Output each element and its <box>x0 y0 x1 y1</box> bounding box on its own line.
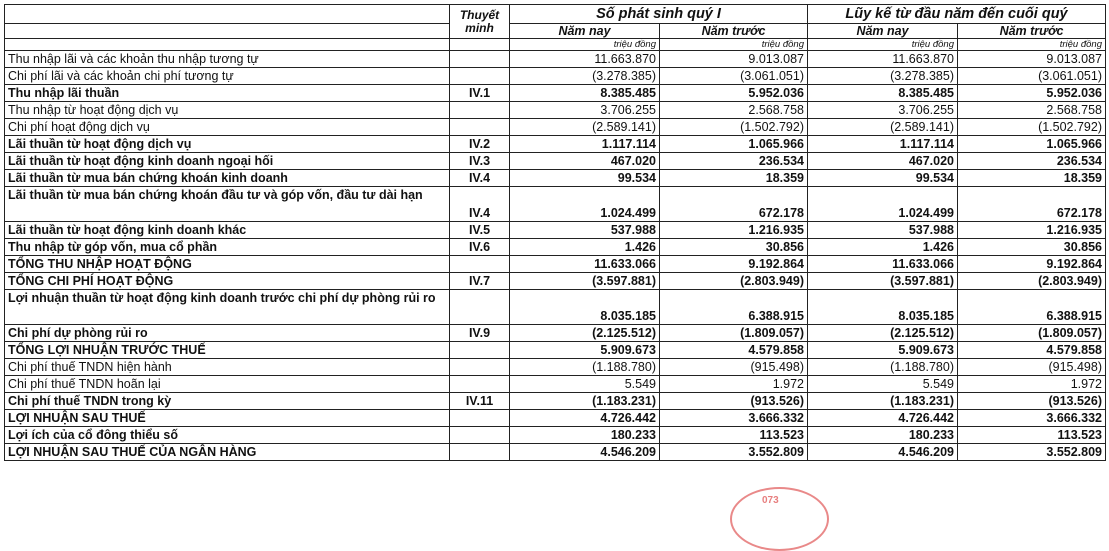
q-current-value: 1.024.499 <box>510 187 660 222</box>
ytd-prior-value: 672.178 <box>958 187 1106 222</box>
q-prior-value: (3.061.051) <box>660 68 808 85</box>
row-label: Chi phí thuế TNDN hiện hành <box>5 359 450 376</box>
q-current-value: (2.589.141) <box>510 119 660 136</box>
row-note <box>450 68 510 85</box>
row-note <box>450 102 510 119</box>
note-column-header: Thuyết minh <box>450 5 510 39</box>
ytd-prior-value: 3.666.332 <box>958 410 1106 427</box>
q-current-value: 4.726.442 <box>510 410 660 427</box>
q-prior-value: 1.972 <box>660 376 808 393</box>
ytd-current-value: 1.426 <box>808 239 958 256</box>
row-note: IV.11 <box>450 393 510 410</box>
q-prior-value: 672.178 <box>660 187 808 222</box>
q-current-value: (1.183.231) <box>510 393 660 410</box>
row-note <box>450 51 510 68</box>
ytd-current-value: (3.597.881) <box>808 273 958 290</box>
ytd-prior-value: 30.856 <box>958 239 1106 256</box>
ytd-current-value: (2.125.512) <box>808 325 958 342</box>
row-label: Chi phí hoạt động dịch vụ <box>5 119 450 136</box>
ytd-prior-value: 9.013.087 <box>958 51 1106 68</box>
ytd-group-header: Lũy kế từ đầu năm đến cuối quý <box>808 5 1106 24</box>
q-prior-value: 236.534 <box>660 153 808 170</box>
row-label: Thu nhập từ góp vốn, mua cổ phần <box>5 239 450 256</box>
table-row <box>5 119 1106 136</box>
ytd-current-value: 99.534 <box>808 170 958 187</box>
row-note <box>450 119 510 136</box>
table-row <box>5 85 1106 102</box>
row-label: Lợi ích của cổ đông thiểu số <box>5 427 450 444</box>
table-row <box>5 376 1106 393</box>
table-row <box>5 239 1106 256</box>
row-label: Thu nhập lãi và các khoản thu nhập tương tự <box>5 51 450 68</box>
table-row <box>5 187 1106 222</box>
q-current-year-header: Năm nay <box>510 24 660 39</box>
row-note: IV.9 <box>450 325 510 342</box>
table-row <box>5 444 1106 461</box>
table-row <box>5 51 1106 68</box>
ytd-current-year-header: Năm nay <box>808 24 958 39</box>
row-label: Lãi thuần từ hoạt động kinh doanh ngoại hối <box>5 153 450 170</box>
table-row <box>5 290 1106 325</box>
table-row <box>5 102 1106 119</box>
unit-label: triệu đồng <box>510 39 660 51</box>
row-label: Lãi thuần từ mua bán chứng khoán kinh doanh <box>5 170 450 187</box>
ytd-current-value: 5.909.673 <box>808 342 958 359</box>
row-note: IV.6 <box>450 239 510 256</box>
q-current-value: 4.546.209 <box>510 444 660 461</box>
row-note: IV.2 <box>450 136 510 153</box>
row-note: IV.4 <box>450 187 510 222</box>
table-row <box>5 427 1106 444</box>
q-current-value: 1.426 <box>510 239 660 256</box>
table-row <box>5 136 1106 153</box>
row-label: Thu nhập lãi thuần <box>5 85 450 102</box>
q-prior-value: 6.388.915 <box>660 290 808 325</box>
ytd-prior-value: 6.388.915 <box>958 290 1106 325</box>
table-row <box>5 68 1106 85</box>
q-prior-value: 1.065.966 <box>660 136 808 153</box>
ytd-current-value: 8.385.485 <box>808 85 958 102</box>
row-label: Lợi nhuận thuần từ hoạt động kinh doanh trước chi phí dự phòng rủi ro <box>5 290 450 325</box>
row-note <box>450 359 510 376</box>
q-prior-value: 2.568.758 <box>660 102 808 119</box>
ytd-current-value: 1.117.114 <box>808 136 958 153</box>
table-row <box>5 359 1106 376</box>
q-current-value: 11.633.066 <box>510 256 660 273</box>
ytd-prior-value: 5.952.036 <box>958 85 1106 102</box>
ytd-prior-year-header: Năm trước <box>958 24 1106 39</box>
ytd-current-value: (1.183.231) <box>808 393 958 410</box>
row-note <box>450 342 510 359</box>
q-prior-value: (915.498) <box>660 359 808 376</box>
ytd-current-value: 180.233 <box>808 427 958 444</box>
row-label: Chi phí lãi và các khoản chi phí tương tự <box>5 68 450 85</box>
ytd-current-value: 4.726.442 <box>808 410 958 427</box>
ytd-current-value: (1.188.780) <box>808 359 958 376</box>
blank-unit-note <box>450 39 510 51</box>
q-prior-value: (1.502.792) <box>660 119 808 136</box>
q-prior-value: (913.526) <box>660 393 808 410</box>
q-current-value: (2.125.512) <box>510 325 660 342</box>
row-label: LỢI NHUẬN SAU THUẾ <box>5 410 450 427</box>
ytd-prior-value: 3.552.809 <box>958 444 1106 461</box>
ytd-current-value: 3.706.255 <box>808 102 958 119</box>
ytd-current-value: 1.024.499 <box>808 187 958 222</box>
q-current-value: (1.188.780) <box>510 359 660 376</box>
unit-label: triệu đồng <box>958 39 1106 51</box>
ytd-prior-value: (2.803.949) <box>958 273 1106 290</box>
blank-header-2 <box>5 24 450 39</box>
row-label: Chi phí thuế TNDN trong kỳ <box>5 393 450 410</box>
q-current-value: 467.020 <box>510 153 660 170</box>
income-statement-table <box>4 4 1106 461</box>
table-row <box>5 342 1106 359</box>
ytd-current-value: 537.988 <box>808 222 958 239</box>
unit-label: triệu đồng <box>660 39 808 51</box>
quarter-group-header: Số phát sinh quý I <box>510 5 808 24</box>
q-current-value: 537.988 <box>510 222 660 239</box>
ytd-current-value: (2.589.141) <box>808 119 958 136</box>
q-current-value: 180.233 <box>510 427 660 444</box>
q-current-value: 8.385.485 <box>510 85 660 102</box>
q-prior-value: 5.952.036 <box>660 85 808 102</box>
row-note <box>450 444 510 461</box>
q-current-value: (3.597.881) <box>510 273 660 290</box>
q-current-value: 99.534 <box>510 170 660 187</box>
row-label: Chi phí dự phòng rủi ro <box>5 325 450 342</box>
q-current-value: 5.549 <box>510 376 660 393</box>
ytd-prior-value: 4.579.858 <box>958 342 1106 359</box>
table-row <box>5 393 1106 410</box>
q-prior-value: 1.216.935 <box>660 222 808 239</box>
table-row <box>5 256 1106 273</box>
ytd-current-value: 5.549 <box>808 376 958 393</box>
row-label: TỔNG LỢI NHUẬN TRƯỚC THUẾ <box>5 342 450 359</box>
ytd-prior-value: (915.498) <box>958 359 1106 376</box>
row-label: TỔNG THU NHẬP HOẠT ĐỘNG <box>5 256 450 273</box>
ytd-prior-value: 2.568.758 <box>958 102 1106 119</box>
table-row <box>5 273 1106 290</box>
ytd-prior-value: (1.809.057) <box>958 325 1106 342</box>
ytd-prior-value: 18.359 <box>958 170 1106 187</box>
ytd-prior-value: (913.526) <box>958 393 1106 410</box>
ytd-prior-value: 1.065.966 <box>958 136 1106 153</box>
row-label: Chi phí thuế TNDN hoãn lại <box>5 376 450 393</box>
table-row <box>5 410 1106 427</box>
ytd-current-value: 4.546.209 <box>808 444 958 461</box>
unit-label: triệu đồng <box>808 39 958 51</box>
q-prior-value: 30.856 <box>660 239 808 256</box>
q-prior-value: 3.552.809 <box>660 444 808 461</box>
row-note: IV.5 <box>450 222 510 239</box>
row-note: IV.4 <box>450 170 510 187</box>
q-prior-value: 18.359 <box>660 170 808 187</box>
q-current-value: 1.117.114 <box>510 136 660 153</box>
q-prior-value: (2.803.949) <box>660 273 808 290</box>
table-row <box>5 222 1106 239</box>
table-row <box>5 170 1106 187</box>
row-note: IV.1 <box>450 85 510 102</box>
row-label: Thu nhập từ hoạt động dịch vụ <box>5 102 450 119</box>
ytd-prior-value: 9.192.864 <box>958 256 1106 273</box>
row-note <box>450 410 510 427</box>
q-current-value: (3.278.385) <box>510 68 660 85</box>
row-note: IV.3 <box>450 153 510 170</box>
blank-unit <box>5 39 450 51</box>
q-current-value: 5.909.673 <box>510 342 660 359</box>
table-row <box>5 325 1106 342</box>
ytd-current-value: 8.035.185 <box>808 290 958 325</box>
q-prior-value: 4.579.858 <box>660 342 808 359</box>
q-prior-value: 113.523 <box>660 427 808 444</box>
ytd-prior-value: (1.502.792) <box>958 119 1106 136</box>
row-note <box>450 376 510 393</box>
ytd-prior-value: 1.216.935 <box>958 222 1106 239</box>
row-label: LỢI NHUẬN SAU THUẾ CỦA NGÂN HÀNG <box>5 444 450 461</box>
stamp-text: 073 <box>762 495 779 506</box>
ytd-current-value: 467.020 <box>808 153 958 170</box>
row-label: Lãi thuần từ mua bán chứng khoán đầu tư và góp vốn, đầu tư dài hạn <box>5 187 450 222</box>
q-prior-value: (1.809.057) <box>660 325 808 342</box>
ytd-prior-value: 113.523 <box>958 427 1106 444</box>
q-prior-value: 3.666.332 <box>660 410 808 427</box>
row-note <box>450 427 510 444</box>
row-label: TỔNG CHI PHÍ HOẠT ĐỘNG <box>5 273 450 290</box>
row-note <box>450 256 510 273</box>
row-label: Lãi thuần từ hoạt động dịch vụ <box>5 136 450 153</box>
q-prior-value: 9.192.864 <box>660 256 808 273</box>
q-current-value: 8.035.185 <box>510 290 660 325</box>
blank-header <box>5 5 450 24</box>
ytd-prior-value: 1.972 <box>958 376 1106 393</box>
red-seal-stamp <box>730 487 829 551</box>
ytd-current-value: 11.633.066 <box>808 256 958 273</box>
ytd-prior-value: (3.061.051) <box>958 68 1106 85</box>
ytd-prior-value: 236.534 <box>958 153 1106 170</box>
row-label: Lãi thuần từ hoạt động kinh doanh khác <box>5 222 450 239</box>
q-prior-value: 9.013.087 <box>660 51 808 68</box>
row-note <box>450 290 510 325</box>
row-note: IV.7 <box>450 273 510 290</box>
table-row <box>5 153 1106 170</box>
ytd-current-value: (3.278.385) <box>808 68 958 85</box>
q-current-value: 3.706.255 <box>510 102 660 119</box>
q-prior-year-header: Năm trước <box>660 24 808 39</box>
q-current-value: 11.663.870 <box>510 51 660 68</box>
ytd-current-value: 11.663.870 <box>808 51 958 68</box>
